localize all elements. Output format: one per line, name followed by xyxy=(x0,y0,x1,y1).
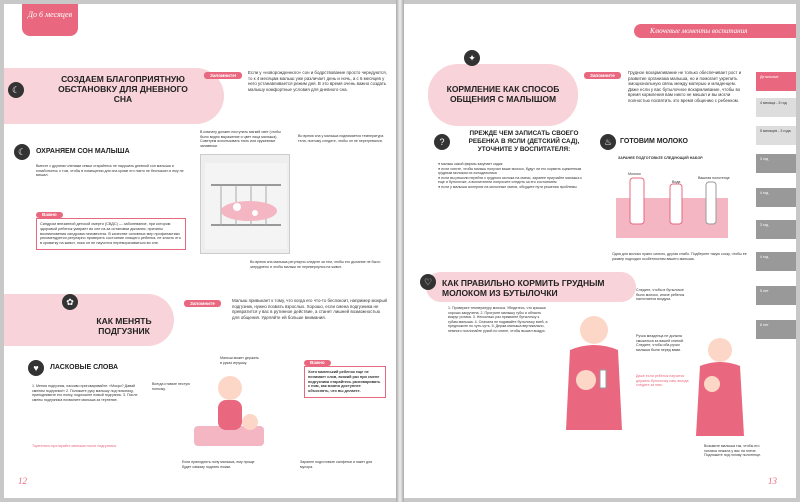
crib-caption-top2: Во время сна у малыша поднимается температура тела, поэтому следите, чтобы он не перегревался. xyxy=(298,134,384,143)
bullet-3: ● если у малыша аллергия на молочные смеси, обсудите пути решения проблемы xyxy=(438,184,577,189)
tab-7[interactable]: 5 лет xyxy=(756,286,796,305)
kindergarten-bullets xyxy=(438,162,588,190)
crib-caption-bottom: Во время сна малыша регулярно следите за тем, чтобы его дыхание не было затруднено и чтобы малыш не перевернулся на живот. xyxy=(250,260,381,269)
remember2-text: Малыш привыкает к тому, что когда его что-то беспокоит, например мокрый подгузник, нужно позвать взрослых. Хорошо, если смена подгузника не превратится у вас в рутинное действие, а станет лишней возможностью для общения. Уделяйте ей больше внимания. xyxy=(232,298,387,320)
bullet-1: ● если хотите, чтобы малыш получал ваше молоко, будут ли его кормить сцеженным грудным молоком из холодильника xyxy=(438,166,582,176)
important1-text: Синдром внезапной детской смерти (СВДС) — заболевание, при котором здоровый ребенок умирает во сне из-за остановки дыхания; причины возникновения синдрома неизвестны. В качестве основных мер профилактики рекомендуется регулярно проверять состояние спящего ребенка, не класть его в кроватку на живот, пока он не научится переворачиваться во сне. xyxy=(36,218,186,250)
crib-caption-top: В комнату должен поступать мягкий свет (чтобы было видно выражение и цвет лица малыша). Советуем использовать тюль или кружевные занавески. xyxy=(200,130,281,148)
moon-icon: ☾ xyxy=(14,144,30,160)
chapter-tabs xyxy=(756,72,796,372)
section-title-how-to-feed: КАК ПРАВИЛЬНО КОРМИТЬ ГРУДНЫМ МОЛОКОМ ИЗ БУТЫЛОЧКИ xyxy=(442,278,605,298)
right-page xyxy=(404,4,796,498)
remember2-badge: Запомните xyxy=(184,300,221,307)
side-note-1: Следите, чтобы в бутылочке было молоко, иначе ребенок наглотается воздуха. xyxy=(636,288,685,302)
tab-5[interactable]: 3 год xyxy=(756,220,796,239)
side-note-4: Возьмите малыша так, чтобы его головка лежала у вас на плече. Подложите под голову полотенце. xyxy=(704,444,762,458)
page-number-left: 12 xyxy=(18,476,27,486)
kind-words-body: 1. Меняя подгузник, ласково приговаривайте: «Мокро? Давай сменим подгузник!» 2. Положите руку малышу под поясницу, приподнимите его попку, подложите новый подгузник. 3. После смены подгузника похвалите малыша за терпение. xyxy=(32,384,138,402)
section-title-feeding: КОРМЛЕНИЕ КАК СПОСОБ ОБЩЕНИЯ С МАЛЫШОМ xyxy=(446,84,560,104)
bottle-feed-icon: ♡ xyxy=(420,274,436,290)
section-title-diaper: КАК МЕНЯТЬ ПОДГУЗНИК xyxy=(96,316,152,336)
tab-1[interactable]: 4 месяца - 5 год xyxy=(756,98,796,117)
remember-text: Грудное вскармливание не только обеспечивает рост и развитие организма малыша, но и помогает укрепить эмоциональную связь между матерью и младенцем. Даже если у вас бутылочное вскармливание, чтобы во время кормления вам никто не мешал и вы могли полностью посвятить это время общению с ребенком. xyxy=(628,70,742,103)
section-header: Ключевые моменты воспитания xyxy=(634,24,796,38)
prepare-milk-text: ЗАРАНЕЕ ПОДГОТОВЬТЕ СЛЕДУЮЩИЙ НАБОР. xyxy=(618,156,704,160)
baby-caption-2: Всегда ставьте нестую попочку. xyxy=(152,382,190,391)
important2-text: Хотя маленький ребенок еще не понимает слов, всякий раз при смене подгузника старайтесь разговаривать с ним, как можно доступнее объяснять, что вы делаете. xyxy=(304,366,386,398)
tab-0[interactable]: Детальные xyxy=(756,72,796,91)
baby-caption-4: Заранее подготовьте салфетки и пакет для мусора. xyxy=(300,460,373,469)
heart-icon: ♥ xyxy=(28,360,44,376)
prep-label-water: Вода xyxy=(672,180,681,184)
tab-8[interactable]: 6 лет xyxy=(756,320,796,339)
page-number-right: 13 xyxy=(768,476,777,486)
prep-label-milk: Молоко xyxy=(628,172,641,176)
question-icon: ? xyxy=(434,134,450,150)
subtitle-prepare-milk: ГОТОВИМ МОЛОКО xyxy=(620,138,688,145)
baby-caption-3: Если приподнять попу малыша, ему проще будет самому поднять ножки. xyxy=(182,460,255,469)
remember1-badge: Запомните! xyxy=(204,72,242,79)
side-note-2: Ручка младенца не должна смыкаться за вашей спиной. Следите, чтобы оба ручки малыша были перед вами. xyxy=(636,334,684,352)
bullet-2: ● если вы решили перейти с грудного молока на смеси, заранее приучайте малыша к еще и бутылочке, а воспитатели попросите следить за его состоянием xyxy=(438,175,582,185)
side-note-3: Даже если ребенок научится держать бутылочку сам, всегда следите за ним. xyxy=(636,374,689,388)
tab-3[interactable]: 3 год xyxy=(756,154,796,173)
mother-feeding-illustration xyxy=(550,310,630,440)
remember1-text: Если у «новорожденного» сон и бодрствование просто чередуются, то к 4 месяцам малыш уже различает день и ночь, а с 6 месяцев у него устанавливается режим дня. В это время очень важно создать малышу комфортные условия для дневного сна. xyxy=(248,70,387,92)
tab-6[interactable]: 4 год xyxy=(756,252,796,271)
important2-badge: Важно xyxy=(304,360,331,366)
prep-caption: Одна для молоко нужно сильно, другая слабо. Подберите такую соску, чтобы ее размер подходил особенностям вашего малыша. xyxy=(612,252,747,261)
crib-photo xyxy=(200,154,290,254)
tab-2[interactable]: 5 месяцев - 3 года xyxy=(756,126,796,145)
tab-4[interactable]: 4 год xyxy=(756,188,796,207)
baby-caption-1: Малыш может держать в руках игрушку. xyxy=(220,356,259,365)
diaper-change-illustration xyxy=(190,368,270,458)
subtitle-kind-words: ЛАСКОВЫЕ СЛОВА xyxy=(50,364,119,371)
bullet-0: ● малыш какой фирмы закупает садик xyxy=(438,162,503,166)
prep-label-towel: Вашная полотенце xyxy=(698,176,730,180)
protect-sleep-body: Вместе с другими членами семьи старайтесь не нарушать дневной сон малыша и позаботьтесь о том, чтобы в помещении для сна кроме его никто не беспокоил и ему не мешал. xyxy=(36,164,184,178)
book-gutter xyxy=(396,0,404,502)
remember-badge: Запомните xyxy=(584,72,621,79)
kind-words-note: Тщательно протирайте малыша после подгузника. xyxy=(32,444,117,448)
diaper-icon: ✿ xyxy=(62,294,78,310)
burping-illustration xyxy=(690,332,750,442)
crib-illustration xyxy=(201,155,291,255)
section-title-sleep: СОЗДАЕМ БЛАГОПРИЯТНУЮ ОБСТАНОВКУ ДЛЯ ДНЕВНОГО СНА xyxy=(58,74,188,104)
bottle-icon: ♨ xyxy=(600,134,616,150)
subtitle-before-kindergarten: ПРЕЖДЕ ЧЕМ ЗАПИСАТЬ СВОЕГО РЕБЕНКА В ЯСЛИ (ДЕТСКИЙ САД), УТОЧНИТЕ У ВОСПИТАТЕЛЯ: xyxy=(468,130,580,153)
feeding-steps: 1. Проверьте температуру молока. Убедитесь, что крышка хорошо закручена. 2. Протрите малышу губы и область вокруг ротика. 3. Несколько раз прижмите бутылочку к губам малыша. 4. Сначала не подавайте бутылочку всей, а предложите по чуть-чуть. 5. Держа малыша вертикально, немного похлопайте рукой по спине, чтобы вышел воздух. xyxy=(448,306,548,333)
left-page xyxy=(4,4,396,498)
baby-sleep-icon: ☾ xyxy=(8,82,24,98)
mother-baby-icon: ✦ xyxy=(464,50,480,66)
subtitle-protect-sleep: ОХРАНЯЕМ СОН МАЛЫША xyxy=(36,148,130,155)
important1-badge: Важно xyxy=(36,212,63,218)
age-corner-label: До 6 месяцев xyxy=(22,4,78,36)
